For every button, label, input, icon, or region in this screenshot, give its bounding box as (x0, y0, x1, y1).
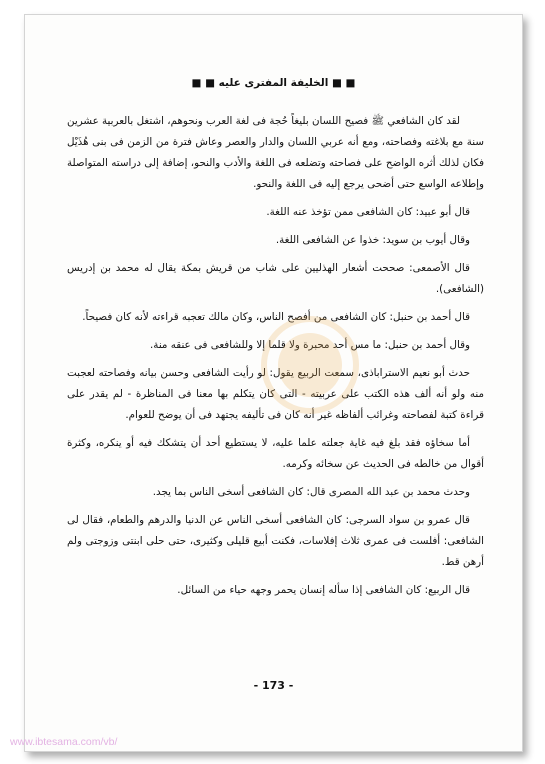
paragraph: وحدث محمد بن عبد الله المصرى قال: كان الشافعى أسخى الناس بما يجد. (152, 486, 470, 498)
paragraph: قال أحمد بن حنبل: كان الشافعى من أفصح الناس، وكان مالك تعجبه قراءته لأنه كان فصيحاً. (82, 311, 470, 323)
paragraph: وقال أحمد بن حنبل: ما مس أحد محبرة ولا قلما إلا وللشافعى فى عنقه منة. (150, 339, 470, 351)
paragraph: حدث أبو نعيم الاستراباذى، سمعت الربيع يقول: لو رأيت الشافعى وحسن بيانه وفصاحته لعجبت منه ولو أنه ألف هذه الكتب على عربيته - التى كان يتكلم بها معنا فى المناظرة - لم يقدر على قراءة كتبة لفصاحته وغرائب ألفاظه غير أنه كان فى تأليفه يجتهد فى أن يوضح للعوام. (67, 367, 484, 421)
paragraph-intro: لقد كان الشافعي ﷺ فصيح اللسان بليغاً حُجة فى لغة العرب ونحوهم، اشتغل بالعربية عشرين سنة مع بلاغته وفصاحته، ومع أنه عربي اللسان والدار والعصر وعاش فترة من الزمن فى بنى هُذَيْل فكان لذلك أثره الواضح على فصاحته وتضلعه فى اللغة والأدب والنحو، إضافة إلى دراسته المتواصلة وإطلاعه الواسع حتى أضحى يرجع إليه فى اللغة والنحو. (67, 115, 484, 190)
website-url-watermark: www.ibtesama.com/vb/ (10, 736, 118, 748)
paragraph: قال أبو عبيد: كان الشافعى ممن تؤخذ عنه اللغة. (266, 206, 470, 218)
paragraph: قال الأصمعى: صححت أشعار الهذليين على شاب من قريش بمكة يقال له محمد بن إدريس (الشافعى). (67, 262, 484, 295)
book-page (24, 14, 523, 752)
paragraph: أما سخاؤه فقد بلغ فيه غاية جعلته علما عليه، لا يستطيع أحد أن يتشكك فيه أو ينكره، وكثرة أقوال من خالطه فى الحديث عن سخائه وكرمه. (67, 437, 484, 470)
page-body (67, 111, 484, 608)
paragraph: قال عمرو بن سواد السرجى: كان الشافعى أسخى الناس عن الدنيا والدرهم والطعام، فقال لى الشافعى: أفلست فى عمرى ثلاث إفلاسات، فكنت أبيع قليلى وكثيرى، حتى حلى ابنتى وزوجتى ولم أرهن قط. (67, 514, 484, 568)
chapter-title: ■ ■ الخليفة المفترى عليه ■ ■ (191, 77, 356, 89)
page-number: - 173 - (253, 679, 294, 692)
paragraph: قال الربيع: كان الشافعى إذا سأله إنسان يحمر وجهه حياء من السائل. (177, 584, 470, 596)
paragraph: وقال أيوب بن سويد: خذوا عن الشافعى اللغة. (275, 234, 470, 246)
